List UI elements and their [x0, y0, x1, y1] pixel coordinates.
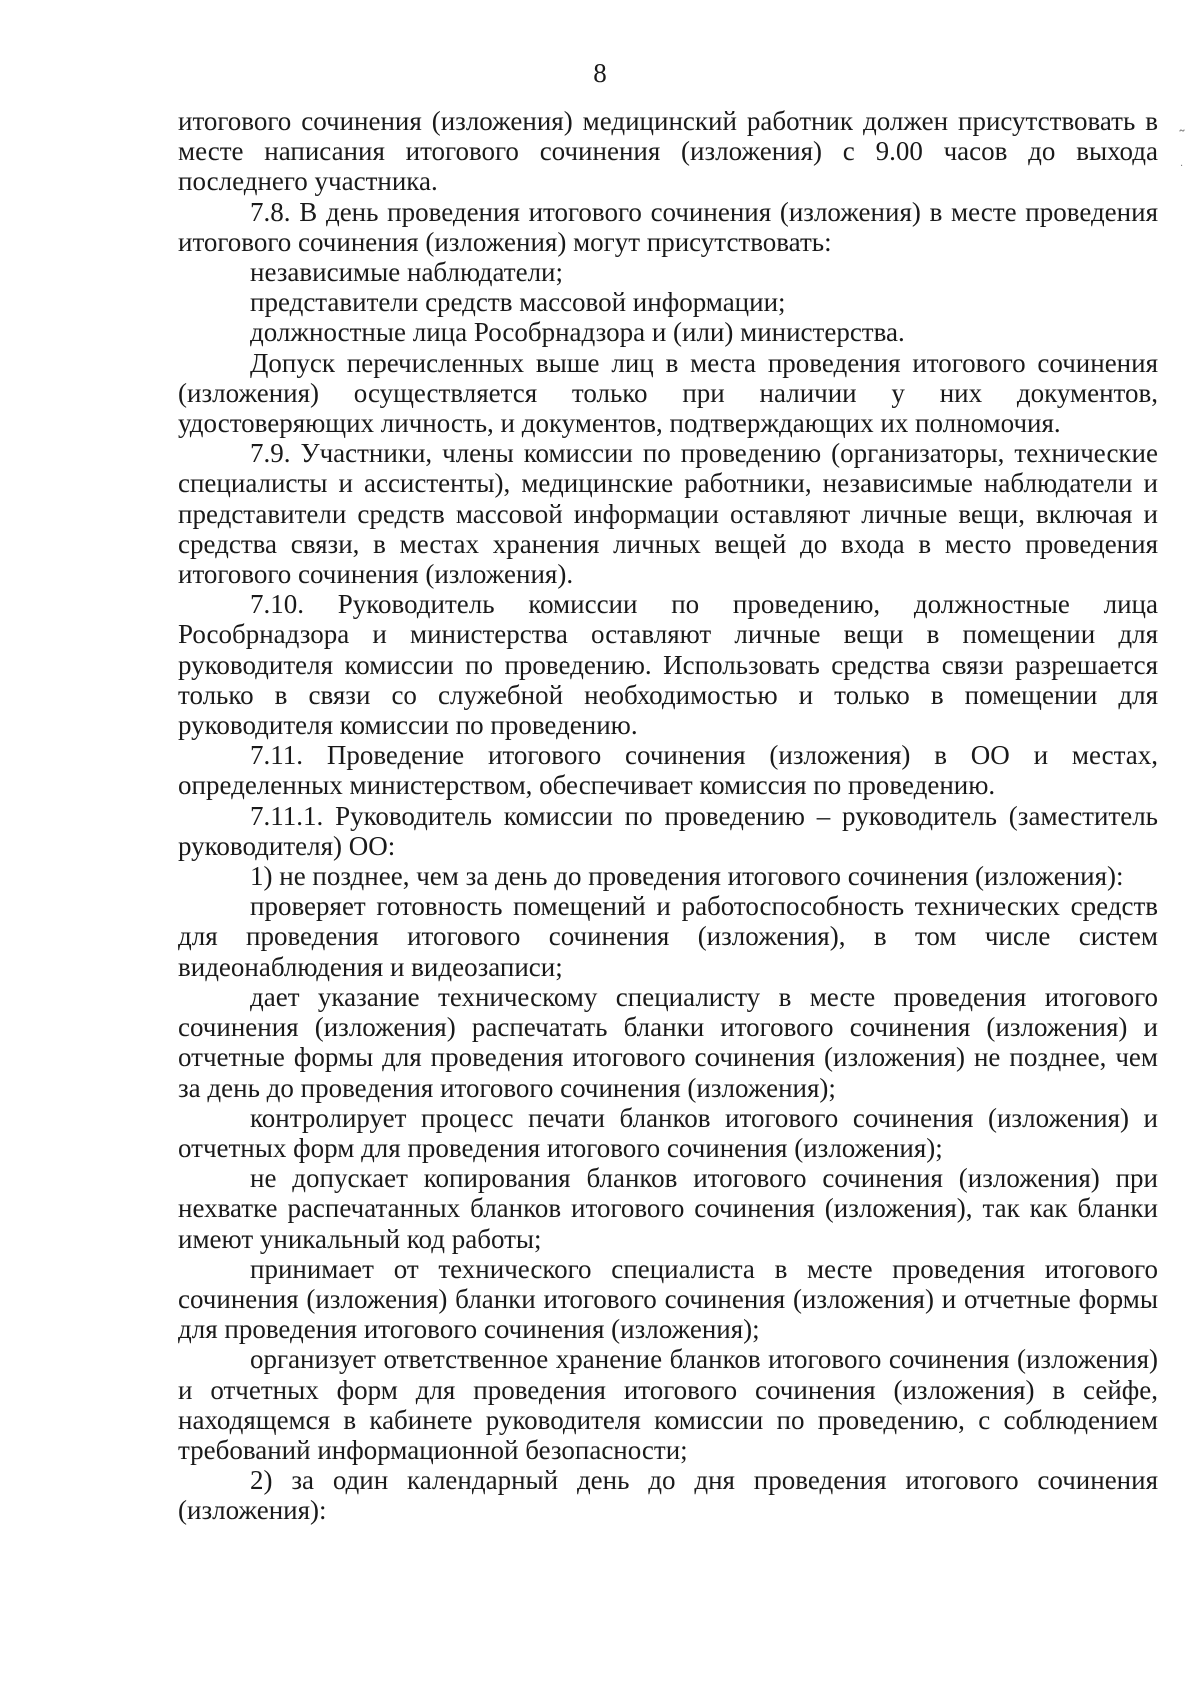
paragraph-controls-printing: контролирует процесс печати бланков итогового сочинения (изложения) и отчетных форм для проведения итогового сочинения (изложения);: [178, 1102, 1158, 1163]
page-number: 8: [593, 58, 607, 88]
paragraph-7-9: 7.9. Участники, члены комиссии по проведению (организаторы, технические специалисты и ассистенты), медицинские работники, независимые наблюдатели и представители средств массовой информации оставляют личные вещи, включая и средства связи, в местах хранения личных вещей до входа в место проведения итогового сочинения (изложения).: [178, 438, 1158, 590]
paragraph-no-copying: не допускает копирования бланков итогового сочинения (изложения) при нехватке распечатанных бланков итогового сочинения (изложения), так как бланки имеют уникальный код работы;: [178, 1163, 1158, 1254]
paragraph-item-1: 1) не позднее, чем за день до проведения итогового сочинения (изложения):: [250, 861, 1124, 892]
list-item-media: представители средств массовой информации;: [250, 287, 786, 318]
paragraph-7-11: 7.11. Проведение итогового сочинения (изложения) в ОО и местах, определенных министерством, обеспечивает комиссия по проведению.: [178, 740, 1158, 801]
scan-artifact: ˜: [1178, 127, 1186, 146]
paragraph-checks-readiness: проверяет готовность помещений и работоспособность технических средств для проведения итогового сочинения (изложения), в том числе систем видеонаблюдения и видеозаписи;: [178, 891, 1158, 982]
paragraph-item-2: 2) за один календарный день до дня проведения итогового сочинения (изложения):: [178, 1465, 1158, 1526]
paragraph-organizes-storage: организует ответственное хранение бланков итогового сочинения (изложения) и отчетных форм для проведения итогового сочинения (изложения) в сейфе, находящемся в кабинете руководителя комиссии по проведению, с соблюдением требований информационной безопасности;: [178, 1344, 1158, 1465]
list-item-observers: независимые наблюдатели;: [250, 257, 564, 288]
paragraph-admission: Допуск перечисленных выше лиц в места проведения итогового сочинения (изложения) осуществляется только при наличии у них документов, удостоверяющих личность, и документов, подтверждающих их полномочия.: [178, 347, 1158, 439]
document-body: [178, 106, 1158, 1526]
paragraph-7-11-1: 7.11.1. Руководитель комиссии по проведению – руководитель (заместитель руководителя) ОО:: [178, 800, 1158, 861]
paragraph-7-8: 7.8. В день проведения итогового сочинения (изложения) в месте проведения итогового сочинения (изложения) могут присутствовать:: [178, 196, 1158, 257]
scan-artifact: ·: [1180, 161, 1184, 172]
paragraph-continuation: итогового сочинения (изложения) медицинский работник должен присутствовать в месте написания итогового сочинения (изложения) с 9.00 часов до выхода последнего участника.: [178, 106, 1158, 197]
paragraph-7-10: 7.10. Руководитель комиссии по проведению, должностные лица Рособрнадзора и министерства оставляют личные вещи в помещении для руководителя комиссии по проведению. Использовать средства связи разрешается только в связи со служебной необходимостью и только в помещении для руководителя комиссии по проведению.: [178, 589, 1158, 741]
paragraph-gives-instruction: дает указание техническому специалисту в месте проведения итогового сочинения (изложения) распечатать бланки итогового сочинения (изложения) и отчетные формы для проведения итогового сочинения (изложения) не позднее, чем за день до проведения итогового сочинения (изложения);: [178, 981, 1158, 1103]
paragraph-accepts-forms: принимает от технического специалиста в месте проведения итогового сочинения (изложения) бланки итогового сочинения (изложения) и отчетные формы для проведения итогового сочинения (изложения);: [178, 1253, 1158, 1345]
list-item-officials: должностные лица Рособрнадзора и (или) министерства.: [250, 317, 905, 348]
